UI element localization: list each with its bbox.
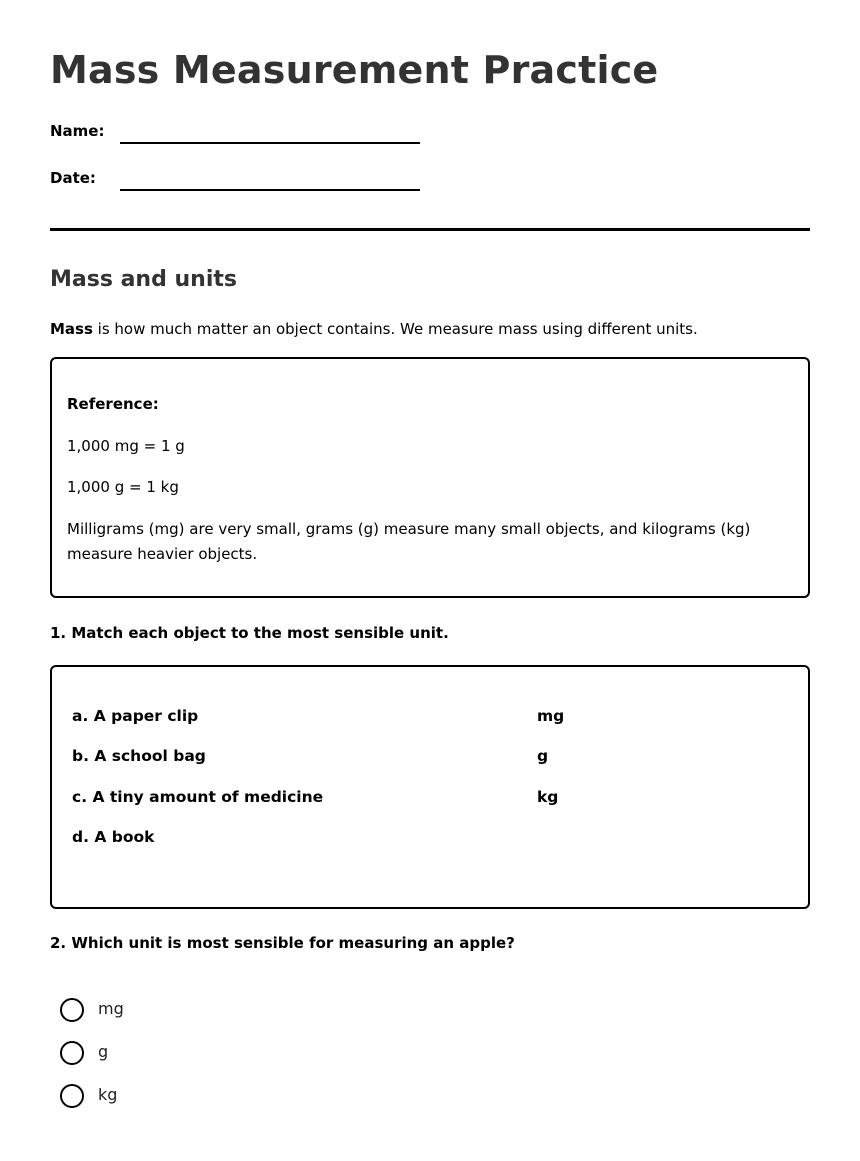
matching-box [50,665,810,909]
radio-button[interactable] [60,1041,84,1065]
reference-title: Reference: [67,395,159,413]
reference-box [50,357,810,598]
radio-button[interactable] [60,998,84,1022]
name-label: Name: [50,122,105,140]
intro-term: Mass [50,320,93,338]
date-label: Date: [50,169,96,187]
date-field[interactable] [120,189,420,191]
answer-option[interactable] [60,998,260,1024]
match-unit[interactable]: g [537,747,549,765]
section-heading: Mass and units [50,267,237,292]
match-unit[interactable]: kg [537,788,559,806]
match-unit[interactable]: mg [537,707,565,725]
match-object[interactable]: d. A book [72,828,155,846]
header-divider [50,228,810,231]
date-field-row [50,169,470,199]
reference-description: Milligrams (mg) are very small, grams (g) measure many small objects, and kilograms (kg) measure heavier objects. [67,520,751,563]
match-object[interactable]: c. A tiny amount of medicine [72,788,324,806]
name-field[interactable] [120,142,420,144]
reference-line: 1,000 g = 1 kg [67,478,179,496]
name-field-row [50,122,470,152]
intro-definition: is how much matter an object contains. We measure mass using different units. [92,320,698,338]
page-title: Mass Measurement Practice [50,48,659,92]
question-2-prompt: 2. Which unit is most sensible for measuring an apple? [50,934,515,952]
option-label: kg [98,1085,118,1104]
reference-line: 1,000 mg = 1 g [67,437,185,455]
question-1-prompt: 1. Match each object to the most sensible unit. [50,624,449,642]
match-object[interactable]: a. A paper clip [72,707,199,725]
option-label: g [98,1042,109,1061]
radio-button[interactable] [60,1084,84,1108]
answer-option[interactable] [60,1041,260,1067]
answer-option[interactable] [60,1084,260,1110]
intro-text [50,318,698,340]
match-object[interactable]: b. A school bag [72,747,206,765]
option-label: mg [98,999,124,1018]
